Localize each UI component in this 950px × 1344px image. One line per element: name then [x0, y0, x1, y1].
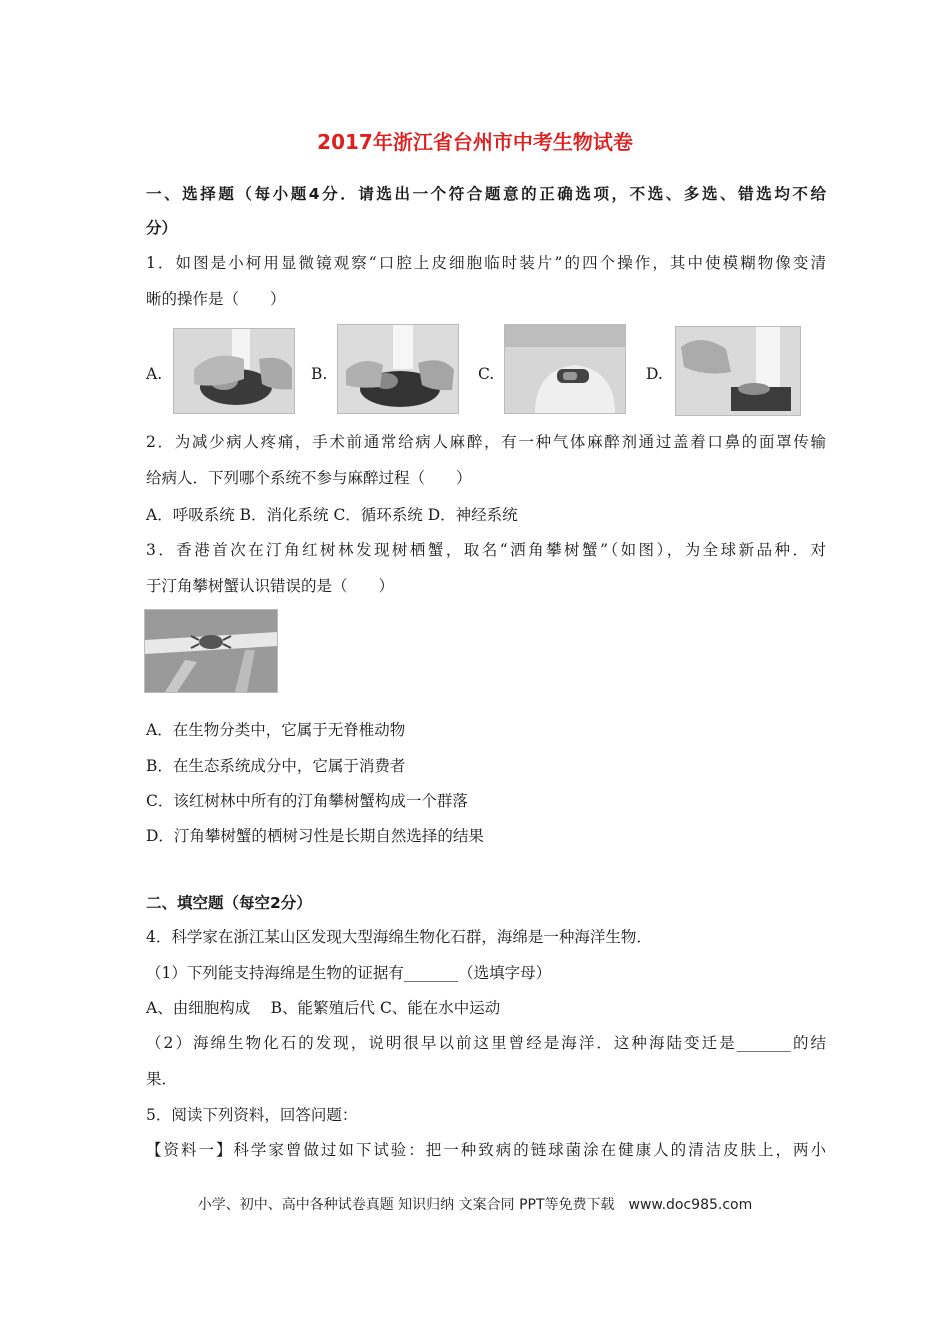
section1-heading-line2: 分） — [146, 219, 178, 237]
q1-option-a-label: A. — [146, 365, 163, 383]
q3-option-c: C．该红树林中所有的汀角攀树蟹构成一个群落 — [146, 792, 468, 810]
section1-heading-line1: 一、选择题（每小题4分．请选出一个符合题意的正确选项，不选、多选、错选均不给 — [146, 185, 826, 203]
q5-line2: 【资料一】科学家曾做过如下试验：把一种致病的链球菌涂在健康人的清洁皮肤上，两小 — [146, 1141, 826, 1159]
section2-heading: 二、填空题（每空2分） — [146, 894, 312, 912]
q4-sub1-options: A、由细胞构成 B、能繁殖后代 C、能在水中运动 — [146, 999, 501, 1017]
q1-option-c-label: C. — [478, 365, 495, 383]
q4-line1: 4．科学家在浙江某山区发现大型海绵生物化石群，海绵是一种海洋生物． — [146, 928, 652, 946]
q2-line1: 2．为减少病人疼痛，手术前通常给病人麻醉，有一种气体麻醉剂通过盖着口鼻的面罩传输 — [146, 433, 826, 451]
q4-sub1: （1）下列能支持海绵是生物的证据有_______（选填字母） — [146, 964, 552, 982]
q1-option-b-label: B. — [311, 365, 328, 383]
q5-line1: 5．阅读下列资料，回答问题： — [146, 1106, 358, 1124]
q3-line2: 于汀角攀树蟹认识错误的是（ ） — [146, 577, 395, 595]
q1-option-a-photo — [173, 328, 295, 414]
crab-on-branch-photo — [145, 610, 277, 692]
q4-sub2-line2: 果． — [146, 1070, 178, 1088]
q1-line1: 1．如图是小柯用显微镜观察“口腔上皮细胞临时装片”的四个操作，其中使模糊物像变清 — [146, 254, 826, 272]
q2-options: A．呼吸系统 B．消化系统 C．循环系统 D．神经系统 — [146, 506, 518, 524]
q3-line1: 3．香港首次在汀角红树林发现树栖蟹，取名“洒角攀树蟹”（如图），为全球新品种．对 — [146, 541, 826, 559]
q3-option-a: A．在生物分类中，它属于无脊椎动物 — [146, 721, 406, 739]
microscope-photo-d — [676, 327, 800, 415]
q1-option-d-photo — [675, 326, 801, 416]
q3-crab-photo — [144, 609, 278, 693]
q1-line2: 晰的操作是（ ） — [146, 290, 286, 308]
q2-line2: 给病人．下列哪个系统不参与麻醉过程（ ） — [146, 469, 472, 487]
page-footer: 小学、初中、高中各种试卷真题 知识归纳 文案合同 PPT等免费下载 www.doc985.com — [197, 1197, 753, 1213]
q1-option-b-photo — [337, 324, 459, 414]
microscope-photo-b — [338, 325, 458, 413]
page-title: 2017年浙江省台州市中考生物试卷 — [317, 130, 633, 154]
microscope-photo-a — [174, 329, 294, 413]
q1-option-d-label: D. — [646, 365, 663, 383]
q4-sub2-line1: （2）海绵生物化石的发现，说明很早以前这里曾经是海洋．这种海陆变迁是_______的结 — [146, 1034, 826, 1052]
q1-option-c-photo — [504, 324, 626, 414]
q3-option-b: B．在生态系统成分中，它属于消费者 — [146, 757, 406, 775]
q3-option-d: D．汀角攀树蟹的栖树习性是长期自然选择的结果 — [146, 827, 484, 845]
microscope-photo-c — [505, 325, 625, 413]
